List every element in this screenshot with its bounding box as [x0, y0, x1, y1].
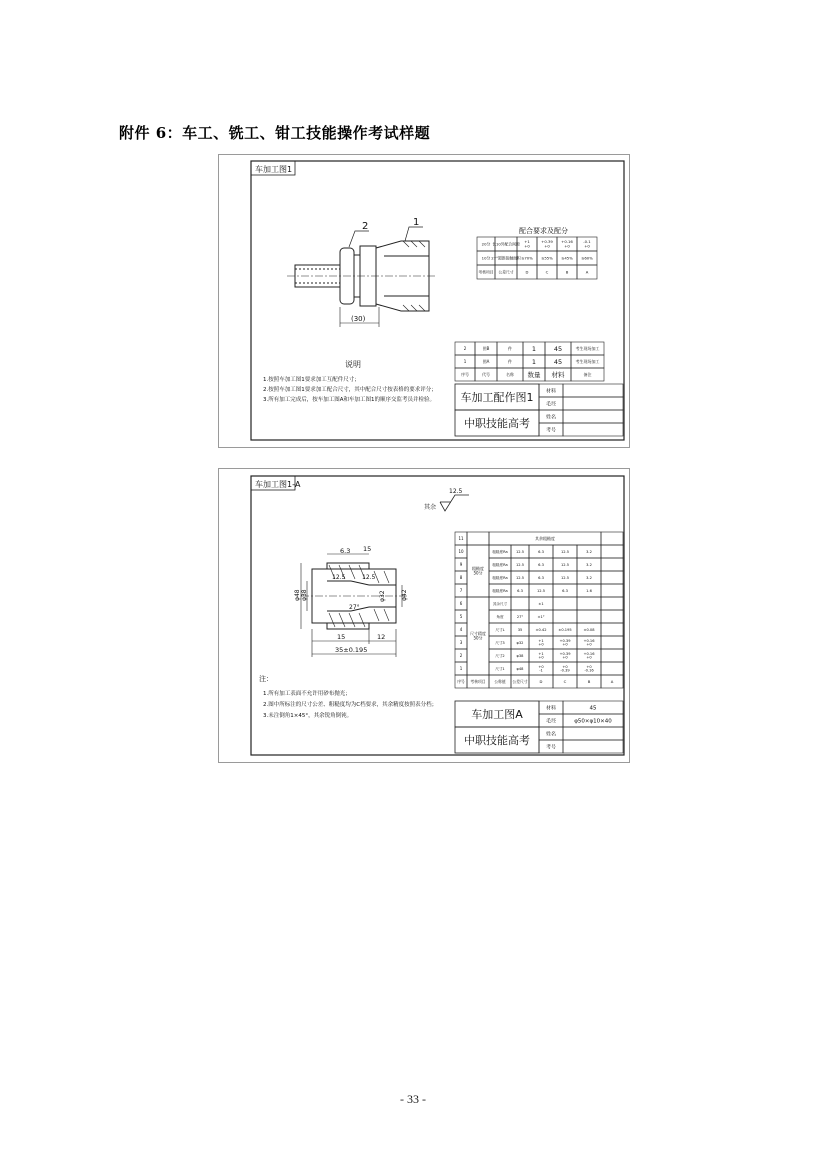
- table-cell: ≥60%: [581, 255, 593, 261]
- table-cell: 粗糙度Ra: [492, 575, 508, 580]
- note-line: 2.按照车加工图1要求加工配合尺寸，其中配合尺寸按表格的要求评分；: [263, 387, 437, 393]
- table-cell: φ48: [516, 666, 524, 671]
- table-cell: 角度: [496, 614, 504, 619]
- roughness-value: 12.5: [449, 488, 463, 495]
- title-block-label: 考号: [545, 744, 557, 751]
- table-cell: ≥55%: [541, 255, 553, 261]
- table-cell: 公差尺寸: [512, 678, 528, 684]
- table-cell: +0.16 +0: [583, 638, 595, 647]
- table-cell: +0 -0.16: [584, 664, 594, 673]
- table-cell: 20分: [481, 241, 491, 247]
- table-cell: 12.5: [515, 549, 525, 554]
- school-name: 中职技能高考: [464, 417, 530, 430]
- table-cell: 6.3: [538, 549, 544, 554]
- table-cell: 10分: [481, 255, 491, 261]
- table-cell: 长10外配合间隙: [492, 241, 520, 247]
- dimension-label: φ48: [294, 589, 301, 601]
- table-cell: 12.5: [515, 562, 525, 567]
- table-cell: +1 +0: [524, 239, 530, 249]
- drawing-turning-assembly: [218, 154, 630, 448]
- note-line: 3.未注倒角1×45°，其余锐角倒钝。: [263, 713, 353, 719]
- table-cell: +0.39 +0: [559, 651, 571, 660]
- table-cell: ±1: [538, 601, 544, 606]
- group-label: 粗糙度 50分: [472, 566, 484, 576]
- table-cell: -0.1 +0: [583, 239, 591, 249]
- dimension-label: 6.3: [340, 547, 351, 555]
- table-cell: 图B: [482, 345, 490, 351]
- title-block-label: 姓名: [545, 731, 557, 738]
- table-cell: 4: [459, 626, 463, 632]
- table-cell: A: [585, 269, 589, 275]
- notes-title: 注：: [259, 675, 273, 683]
- table-cell: +0.16 +0: [561, 239, 573, 249]
- table-cell: 10: [458, 548, 464, 554]
- title-block-label: 材料: [545, 705, 557, 712]
- table-cell: 名称: [506, 371, 514, 377]
- frame-label: 车加工图1: [255, 165, 293, 174]
- table-cell: 35: [517, 627, 523, 632]
- table-cell: 1: [463, 358, 467, 364]
- drawing-name: 车加工图A: [471, 708, 523, 721]
- notes-title: 说明: [345, 360, 361, 369]
- title-block-value: φ50×φ10×40: [574, 718, 612, 725]
- table-cell: 数量: [527, 370, 541, 379]
- title-block-label: 毛坯: [545, 401, 557, 408]
- table-cell: 尺寸1: [495, 666, 505, 671]
- title-block-label: 姓名: [545, 414, 557, 421]
- table-cell: 考核项目: [478, 269, 494, 275]
- dimension-label: 35±0.195: [335, 646, 368, 654]
- table-cell: +0 -0.39: [560, 664, 570, 673]
- title-block-value: 45: [589, 705, 597, 712]
- table-cell: +0 -1: [538, 664, 544, 673]
- table-cell: +0.16 +0: [583, 651, 595, 660]
- roughness-note: 其余: [424, 504, 437, 511]
- table-cell: 6: [459, 600, 463, 606]
- table-cell: 12.5: [560, 549, 570, 554]
- note-line: 2.图中所标注的尺寸公差、粗糙度均为C档要求，其余精度按照表分档；: [263, 702, 438, 708]
- table-cell: 粗糙度Ra: [492, 588, 508, 593]
- fit-table: [477, 237, 597, 279]
- table-cell: 5: [459, 613, 463, 619]
- table-cell: 2: [459, 652, 463, 658]
- table-cell: ±0.42: [535, 627, 547, 632]
- table-cell: 材料: [551, 370, 565, 379]
- table-cell: 6.3: [538, 575, 544, 580]
- table-cell: 3.2: [586, 575, 592, 580]
- note-line: 3.所有加工完成后，按车加工图A和车加工图1的顺序交监考员并检验。: [263, 397, 436, 403]
- table-cell: 6.3: [538, 562, 544, 567]
- table-cell: 1: [459, 665, 463, 671]
- score-table: [455, 532, 623, 688]
- table-cell: B: [565, 269, 569, 275]
- table-cell: C: [545, 269, 549, 275]
- dimension-label: 12.5: [332, 574, 346, 581]
- table-cell: 3.2: [586, 549, 592, 554]
- frame-label: 车加工图1-A: [255, 480, 301, 489]
- table-cell: 27°: [516, 614, 524, 619]
- table-cell: ±0.195: [558, 627, 572, 632]
- table-cell: 6.3: [517, 588, 523, 593]
- table-cell: +0.39 +0: [541, 239, 553, 249]
- table-cell: 件: [508, 358, 512, 364]
- table-cell: 6.3: [562, 588, 568, 593]
- dimension-label: 12: [377, 633, 386, 641]
- dimension-label: (30): [351, 315, 366, 323]
- table-cell: 1: [531, 357, 537, 366]
- table-cell: 12.5: [536, 588, 546, 593]
- table-cell: 序号: [457, 678, 465, 684]
- title-block-label: 材料: [545, 388, 557, 395]
- table-cell: 45: [553, 344, 563, 353]
- table-cell: 1.6: [586, 588, 592, 593]
- table-cell: A: [610, 678, 614, 684]
- group-label: 尺寸精度 50分: [470, 631, 486, 641]
- table-cell: ±1°: [537, 614, 545, 619]
- table-cell: 1: [531, 344, 537, 353]
- page-number: - 33 -: [400, 1092, 426, 1106]
- part-number-label: 1: [413, 217, 420, 228]
- table-cell: 9: [459, 561, 463, 567]
- title-block: [455, 701, 623, 753]
- table-cell: 序号: [461, 371, 469, 377]
- table-cell: 考生现场加工: [575, 345, 600, 351]
- table-cell: D: [539, 678, 543, 684]
- dimension-label: 12.5: [362, 574, 376, 581]
- table-cell: 考生现场加工: [575, 358, 600, 364]
- fit-table-title: 配合要求及配分: [519, 227, 568, 235]
- table-cell: 件: [508, 345, 512, 351]
- table-cell: 其余尺寸: [492, 601, 508, 606]
- table-cell: 12.5: [515, 575, 525, 580]
- table-cell: 7: [459, 587, 463, 593]
- table-cell: 3: [459, 639, 463, 645]
- table-cell: 2: [463, 345, 467, 351]
- drawing-turning-part-a: [218, 468, 630, 763]
- table-cell: 代号: [482, 371, 490, 377]
- title-block-label: 毛坯: [545, 718, 557, 725]
- table-cell: 考核项目: [470, 678, 486, 684]
- table-cell: 12.5: [560, 562, 570, 567]
- table-cell: φ38: [516, 653, 524, 658]
- drawing-name: 车加工配作图1: [460, 391, 534, 404]
- table-cell: 尺寸2: [495, 653, 505, 658]
- dimension-label: φ42: [401, 589, 408, 601]
- school-name: 中职技能高考: [464, 734, 530, 747]
- table-cell: ±0.08: [583, 627, 595, 632]
- table-cell: 尺寸3: [495, 640, 505, 645]
- dimension-label: φ32: [379, 590, 386, 602]
- table-cell: 图A: [482, 358, 490, 364]
- table-cell: 备注: [583, 371, 592, 377]
- roughness-symbol: [440, 495, 469, 511]
- table-cell: φ32: [516, 640, 524, 645]
- dimension-label: 27°: [349, 604, 360, 611]
- table-cell: 公称值: [494, 678, 506, 684]
- part-drawing: [287, 227, 437, 327]
- table-cell: 3.2: [586, 562, 592, 567]
- page-heading: 附件 6：车工、铣工、钳工技能操作考试样题: [119, 124, 431, 142]
- dimension-label: φ38: [301, 589, 308, 601]
- part-number-label: 2: [362, 221, 369, 232]
- table-cell: 其余粗糙度: [535, 535, 555, 541]
- table-cell: 8: [459, 574, 463, 580]
- bill-of-materials: [455, 342, 604, 381]
- note-line: 1.按照车加工图1要求加工互配件尺寸；: [263, 377, 360, 383]
- table-cell: C: [563, 678, 567, 684]
- table-cell: +0.39 +0: [559, 638, 571, 647]
- table-cell: B: [587, 678, 591, 684]
- dimension-label: 15: [337, 633, 346, 641]
- title-block: [455, 384, 623, 436]
- table-cell: 45: [553, 357, 563, 366]
- note-line: 1.所有加工表面不允许用砂布抛光；: [263, 691, 351, 697]
- table-cell: ≥70%: [521, 255, 533, 261]
- table-cell: 27°圆锥接触面积: [491, 255, 521, 261]
- table-cell: 11: [458, 535, 464, 541]
- table-cell: 粗糙度Ra: [492, 562, 508, 567]
- table-cell: 尺寸L: [495, 627, 505, 632]
- table-cell: +1 +0: [538, 638, 544, 647]
- table-cell: 公差尺寸: [498, 269, 514, 275]
- title-block-label: 考号: [545, 427, 557, 434]
- dimension-label: 15: [363, 545, 372, 553]
- table-cell: +1 +0: [538, 651, 544, 660]
- table-cell: ≥45%: [561, 255, 573, 261]
- table-cell: D: [525, 269, 529, 275]
- table-cell: 12.5: [560, 575, 570, 580]
- table-cell: 粗糙度Ra: [492, 549, 508, 554]
